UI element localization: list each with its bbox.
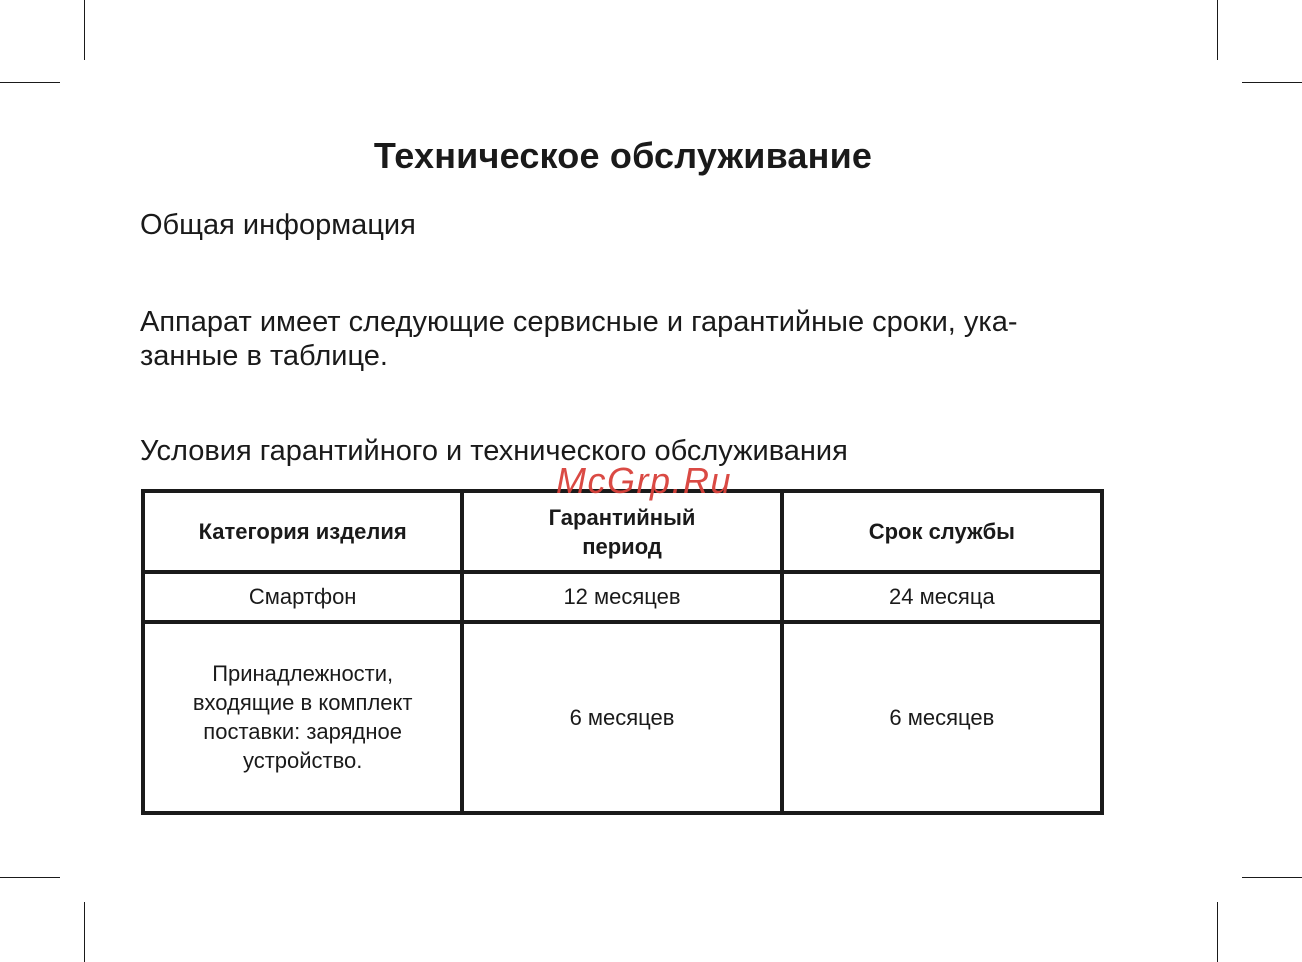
table-cell: 12 месяцев <box>462 572 781 622</box>
crop-mark <box>1217 0 1218 60</box>
intro-line: Аппарат имеет следующие сервисные и гарантийные сроки, ука- <box>140 306 1018 338</box>
intro-line: занные в таблице. <box>140 340 388 372</box>
crop-mark <box>1242 82 1302 83</box>
crop-mark <box>0 82 60 83</box>
table-row <box>143 622 1102 813</box>
crop-mark <box>84 0 85 60</box>
intro-paragraph <box>140 305 1018 373</box>
table-row <box>143 572 1102 622</box>
header-warranty-period: Гарантийный период <box>462 491 781 572</box>
crop-mark <box>0 877 60 878</box>
table-cell: Принадлежности, входящие в комплект поставки: зарядное устройство. <box>143 622 462 813</box>
warranty-table <box>141 489 1104 815</box>
table-cell: Смартфон <box>143 572 462 622</box>
watermark: McGrp.Ru <box>556 460 733 501</box>
header-category: Категория изделия <box>143 491 462 572</box>
section-heading-conditions: Условия гарантийного и технического обслуживания <box>140 435 848 467</box>
table-header-row <box>143 491 1102 572</box>
table-cell: 6 месяцев <box>462 622 781 813</box>
table-cell: 6 месяцев <box>782 622 1102 813</box>
page-title: Техническое обслуживание <box>373 135 873 176</box>
crop-mark <box>1242 877 1302 878</box>
crop-mark <box>1217 902 1218 962</box>
header-service-life: Срок службы <box>782 491 1102 572</box>
crop-mark <box>84 902 85 962</box>
table-cell: 24 месяца <box>782 572 1102 622</box>
section-heading-general: Общая информация <box>140 209 416 241</box>
